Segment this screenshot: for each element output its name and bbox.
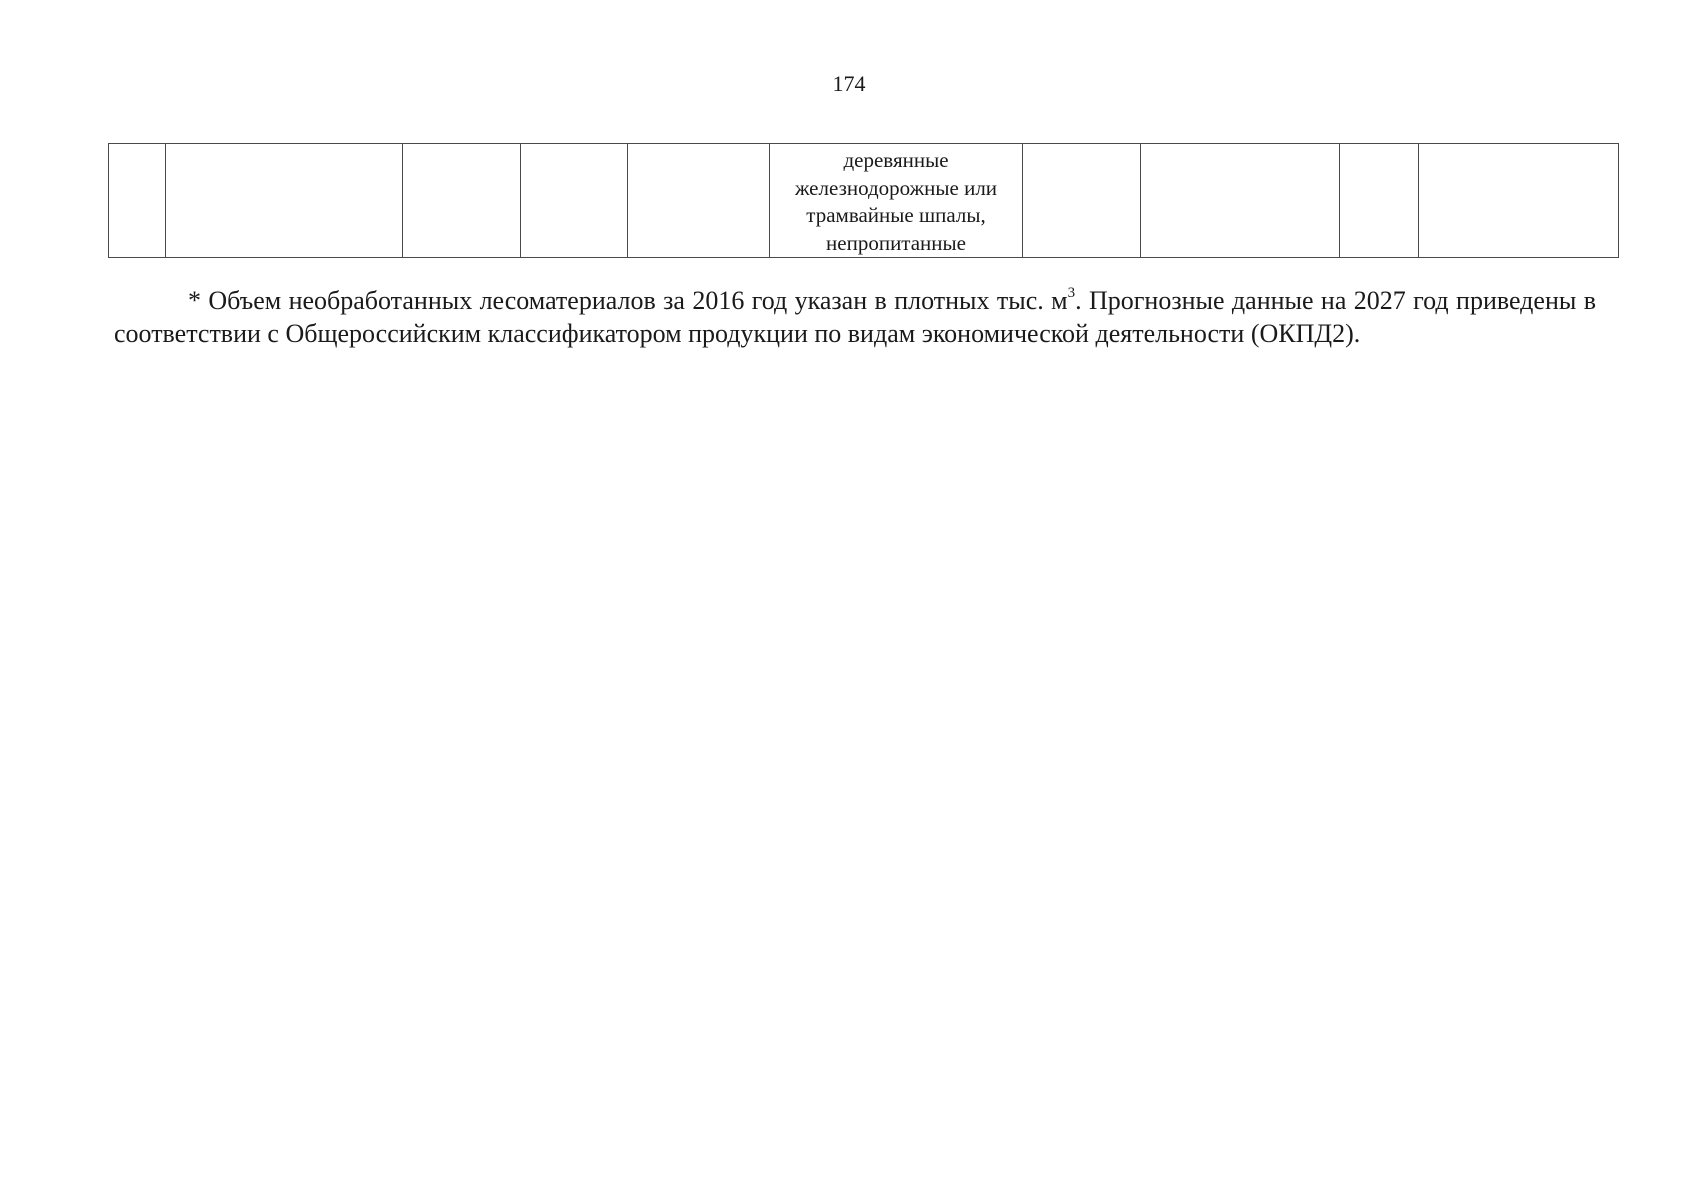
footnote — [114, 284, 1596, 350]
product-name-line: железнодорожные или — [794, 175, 998, 200]
table-cell-empty — [403, 144, 521, 258]
product-name-text — [770, 144, 1022, 257]
table-cell-empty — [1419, 144, 1619, 258]
continuation-table — [108, 143, 1619, 258]
table-cell-empty — [1340, 144, 1419, 258]
table-cell-empty — [1141, 144, 1340, 258]
table-cell-empty — [1023, 144, 1141, 258]
product-name-line: трамвайные шпалы, — [806, 203, 986, 227]
page-number-text: 174 — [832, 71, 866, 96]
table-cell-empty — [628, 144, 770, 258]
table-row — [109, 144, 1619, 258]
table-cell-product-name — [770, 144, 1023, 258]
table-cell-empty — [109, 144, 166, 258]
footnote-paragraph — [114, 284, 1596, 350]
product-name-line: деревянные — [843, 148, 949, 172]
table-cell-empty — [166, 144, 403, 258]
footnote-text-end: . Прогнозные данные на 2027 год приведены в соответствии с Общероссийским классификатором продукции по видам экономической деятельности (ОКПД2). — [114, 286, 1596, 348]
footnote-text-start: * Объем необработанных лесоматериалов за 2016 год указан в плотных тыс. м — [188, 286, 1068, 315]
table-cell-empty — [521, 144, 628, 258]
product-name-line: непропитанные — [826, 230, 966, 255]
page-number — [0, 71, 1698, 97]
footnote-superscript: 3 — [1067, 285, 1076, 302]
